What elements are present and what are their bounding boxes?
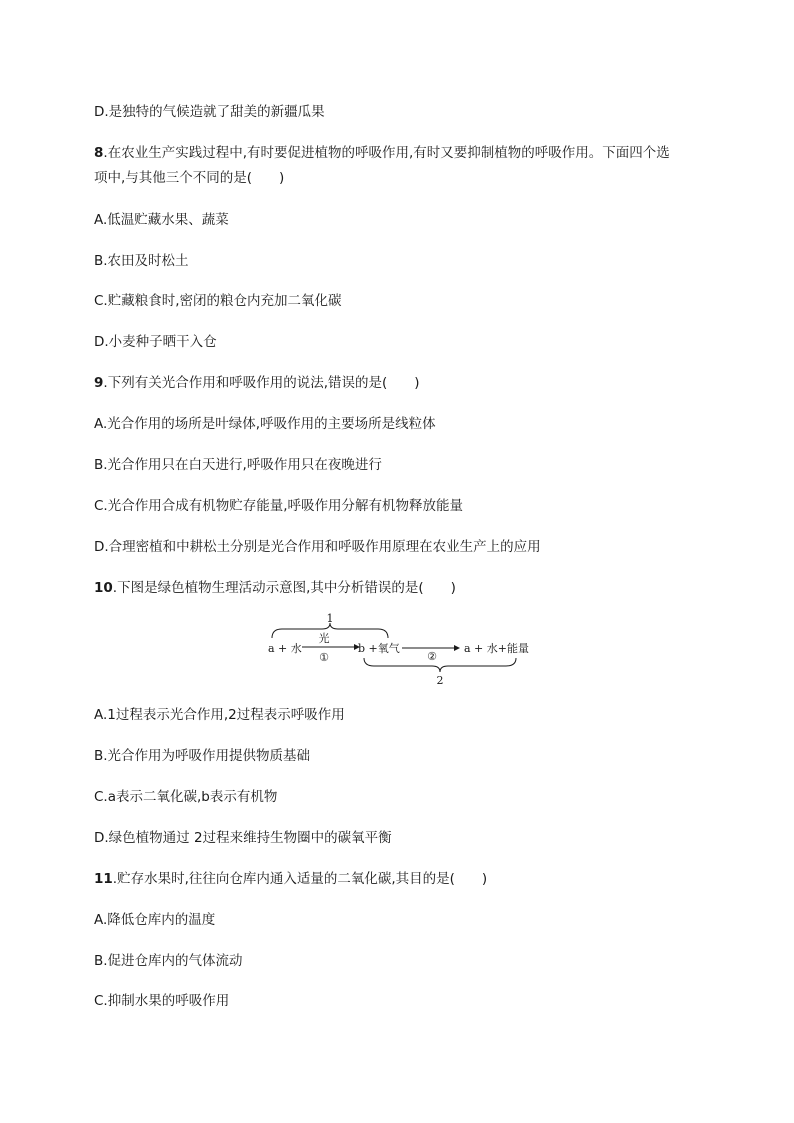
step-1-label: ①	[319, 651, 329, 664]
option-10d: D.绿色植物通过 2过程来维持生物圈中的碳氧平衡	[94, 830, 392, 846]
process-2-brace	[364, 658, 516, 672]
question-number: 8	[94, 145, 104, 161]
process-1-brace	[272, 623, 388, 638]
question-10-stem	[94, 579, 456, 597]
option-8c: C.贮藏粮食时,密闭的粮仓内充加二氧化碳	[94, 293, 342, 309]
products-b-oxygen: b +氧气	[358, 642, 400, 655]
reactants-a-water: a + 水	[268, 642, 302, 655]
process-1-label: 1	[326, 612, 334, 625]
option-11b: B.促进仓库内的气体流动	[94, 953, 243, 969]
option-9b: B.光合作用只在白天进行,呼吸作用只在夜晚进行	[94, 457, 382, 473]
arrow-2-head	[454, 645, 460, 651]
step-2-label: ②	[427, 650, 437, 663]
products-a-water-energy: a + 水+能量	[464, 642, 529, 655]
light-label: 光	[318, 632, 330, 645]
option-8b: B.农田及时松土	[94, 253, 189, 269]
option-10a: A.1过程表示光合作用,2过程表示呼吸作用	[94, 707, 345, 723]
question-8-stem-line2: 项中,与其他三个不同的是( )	[94, 170, 285, 186]
option-8a: A.低温贮藏水果、蔬菜	[94, 212, 229, 228]
question-8-stem-line1	[94, 144, 670, 162]
question-11-stem	[94, 870, 487, 888]
question-number: 10	[94, 580, 113, 596]
option-8d: D.小麦种子晒干入仓	[94, 334, 217, 350]
question-text: .下图是绿色植物生理活动示意图,其中分析错误的是( )	[112, 580, 456, 596]
option-10c: C.a表示二氧化碳,b表示有机物	[94, 789, 278, 805]
option-9c: C.光合作用合成有机物贮存能量,呼吸作用分解有机物释放能量	[94, 498, 464, 514]
question-text: .在农业生产实践过程中,有时要促进植物的呼吸作用,有时又要抑制植物的呼吸作用。下面四个选	[103, 145, 670, 161]
option-10b: B.光合作用为呼吸作用提供物质基础	[94, 748, 311, 764]
question-text: .贮存水果时,往往向仓库内通入适量的二氧化碳,其目的是( )	[112, 871, 488, 887]
question-number: 11	[94, 871, 113, 887]
question-9-stem	[94, 374, 420, 392]
process-2-label: 2	[436, 674, 444, 687]
option-9d: D.合理密植和中耕松土分别是光合作用和呼吸作用原理在农业生产上的应用	[94, 539, 541, 555]
question-number: 9	[94, 375, 104, 391]
option-9a: A.光合作用的场所是叶绿体,呼吸作用的主要场所是线粒体	[94, 416, 436, 432]
question-text: .下列有关光合作用和呼吸作用的说法,错误的是( )	[103, 375, 420, 391]
option-7d: D.是独特的气候造就了甜美的新疆瓜果	[94, 104, 325, 120]
option-11a: A.降低仓库内的温度	[94, 912, 216, 928]
option-11c: C.抑制水果的呼吸作用	[94, 993, 230, 1009]
photosynthesis-respiration-diagram	[262, 612, 542, 690]
